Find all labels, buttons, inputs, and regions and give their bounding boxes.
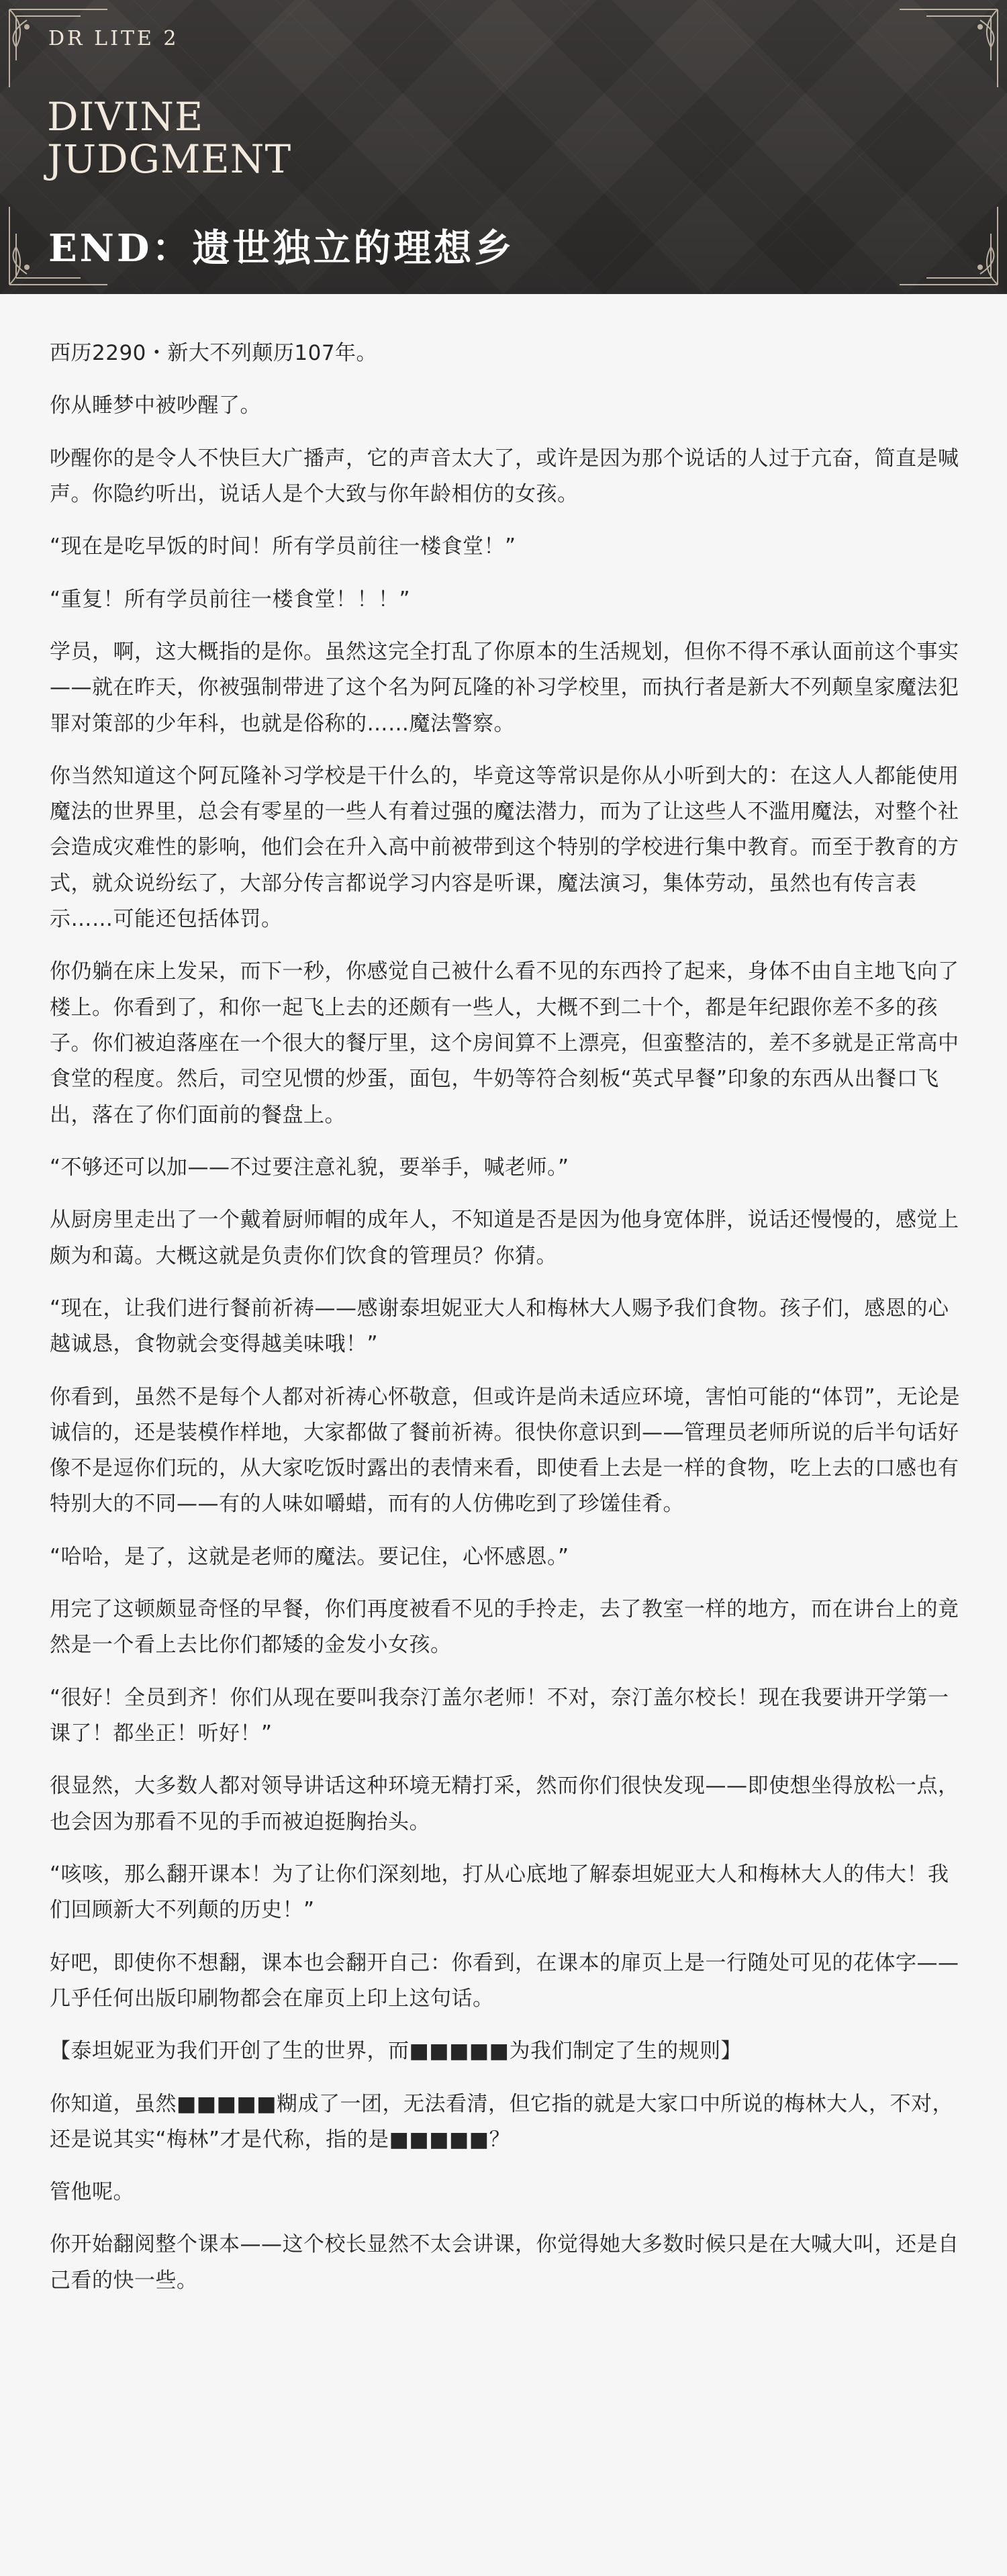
paragraph: 吵醒你的是令人不快巨大广播声，它的声音太大了，或许是因为那个说话的人过于亢奋，简直是喊声。你隐约听出，说话人是个大致与你年龄相仿的女孩。	[50, 446, 959, 506]
logo-divine: DIVINE	[47, 94, 204, 140]
paragraph: “现在，让我们进行餐前祈祷——感谢泰坦妮亚大人和梅林大人赐予我们食物。孩子们，感恩的心越诚恳，食物就会变得越美味哦！”	[50, 1296, 949, 1357]
paragraph: 好吧，即使你不想翻，课本也会翻开自己：你看到，在课本的扉页上是一行随处可见的花体字——几乎任何出版印刷物都会在扉页上印上这句话。	[50, 1950, 959, 2011]
paragraph: 你看到，虽然不是每个人都对祈祷心怀敬意，但或许是尚未适应环境，害怕可能的“体罚”，无论是诚信的，还是装模作样地，大家都做了餐前祈祷。很快你意识到——管理员老师所说的后半句话好像不是逗你们玩的，从大家吃饭时露出的表情来看，即使看上去是一样的食物，吃上去的口感也有特别大的不同——有的人味如嚼蜡，而有的人仿佛吃到了珍馐佳肴。	[50, 1384, 961, 1517]
paragraph: “很好！全员到齐！你们从现在要叫我奈汀盖尔老师！不对，奈汀盖尔校长！现在我要讲开学第一课了！都坐正！听好！”	[50, 1685, 949, 1746]
paragraph: 管他呢。	[50, 2180, 134, 2205]
paragraph: 从厨房里走出了一个戴着厨师帽的成年人，不知道是否是因为他身宽体胖，说话还慢慢的，感觉上颇为和蔼。大概这就是负责你们饮食的管理员？你猜。	[50, 1208, 959, 1268]
paragraph: “咳咳，那么翻开课本！为了让你们深刻地，打从心底地了解泰坦妮亚大人和梅林大人的伟大！我们回顾新大不列颠的历史！”	[50, 1862, 949, 1923]
paragraph: 你当然知道这个阿瓦隆补习学校是干什么的，毕竟这等常识是你从小听到大的：在这人人都能使用魔法的世界里，总会有零星的一些人有着过强的魔法潜力，而为了让这些人不滥用魔法，对整个社会造成灾难性的影响，他们会在升入高中前被带到这个特别的学校进行集中教育。而至于教育的方式，就众说纷纭了，大部分传言都说学习内容是听课，魔法演习，集体劳动，虽然也有传言表示……可能还包括体罚。	[50, 763, 959, 932]
paragraph: 西历2290・新大不列颠历107年。	[50, 341, 378, 365]
header-banner	[0, 0, 1007, 294]
paragraph: 你从睡梦中被吵醒了。	[50, 393, 261, 418]
paragraph: 你开始翻阅整个课本——这个校长显然不太会讲课，你觉得她大多数时候只是在大喊大叫，还是自己看的快一些。	[50, 2232, 959, 2293]
paragraph: “重复！所有学员前往一楼食堂！！！”	[50, 587, 411, 612]
paragraph: 你知道，虽然■■■■■糊成了一团，无法看清，但它指的就是大家口中所说的梅林大人，不对，还是说其实“梅林”才是代称，指的是■■■■■？	[50, 2091, 953, 2152]
series-label: DR LITE 2	[48, 27, 179, 50]
paragraph: 【泰坦妮亚为我们开创了生的世界，而■■■■■为我们制定了生的规则】	[50, 2039, 742, 2064]
paragraph: 很显然，大多数人都对领导讲话这种环境无精打采，然而你们很快发现——即使想坐得放松一点，也会因为那看不见的手而被迫挺胸抬头。	[50, 1774, 959, 1834]
paragraph: “不够还可以加——不过要注意礼貌，要举手，喊老师。”	[50, 1155, 569, 1180]
story-content	[50, 336, 963, 2316]
paragraph: 你仍躺在床上发呆，而下一秒，你感觉自己被什么看不见的东西拎了起来，身体不由自主地飞向了楼上。你看到了，和你一起飞上去的还颇有一些人，大概不到二十个，都是年纪跟你差不多的孩子。你们被迫落座在一个很大的餐厅里，这个房间算不上漂亮，但蛮整洁的，差不多就是正常高中食堂的程度。然后，司空见惯的炒蛋，面包，牛奶等符合刻板“英式早餐”印象的东西从出餐口飞出，落在了你们面前的餐盘上。	[50, 959, 959, 1127]
paragraph: “现在是吃早饭的时间！所有学员前往一楼食堂！”	[50, 534, 516, 559]
paragraph: “哈哈，是了，这就是老师的魔法。要记住，心怀感恩。”	[50, 1544, 569, 1569]
logo-judgment: JUDGMENT	[47, 136, 292, 182]
paragraph: 用完了这顿颇显奇怪的早餐，你们再度被看不见的手拎走，去了教室一样的地方，而在讲台上的竟然是一个看上去比你们都矮的金发小女孩。	[50, 1597, 959, 1658]
ending-title: END：遗世独立的理想乡	[48, 226, 515, 271]
paragraph: 学员，啊，这大概指的是你。虽然这完全打乱了你原本的生活规划，但你不得不承认面前这个事实——就在昨天，你被强制带进了这个名为阿瓦隆的补习学校里，而执行者是新大不列颠皇家魔法犯罪对策部的少年科，也就是俗称的……魔法警察。	[50, 639, 959, 736]
